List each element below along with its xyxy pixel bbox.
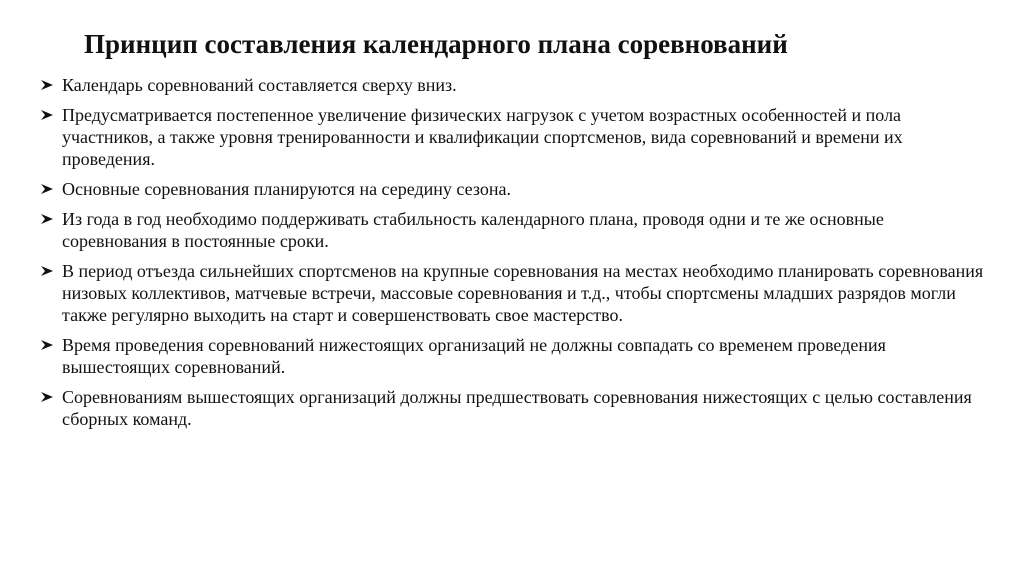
arrowhead-bullet-icon: [40, 260, 60, 282]
arrowhead-bullet-icon: [40, 208, 60, 230]
bullet-text: В период отъезда сильнейших спортсменов на крупные соревнования на местах необходимо планировать соревнования низовых коллективов, матчевые встречи, массовые соревнования и т.д., чтобы спортсмены младших разрядов могли также регулярно выходить на старт и совершенствовать свое мастерство.: [62, 261, 984, 325]
bullet-item: [40, 178, 990, 200]
bullet-item: [40, 104, 990, 170]
bullet-text: Предусматривается постепенное увеличение физических нагрузок с учетом возрастных особенностей и пола участников, а также уровня тренированности и квалификации спортсменов, вида соревнований и времени их проведения.: [62, 105, 903, 169]
bullet-item: [40, 386, 990, 430]
bullet-text: Время проведения соревнований нижестоящих организаций не должны совпадать со временем проведения вышестоящих соревнований.: [62, 335, 886, 377]
bullet-item: [40, 74, 990, 96]
arrowhead-bullet-icon: [40, 74, 60, 96]
bullet-text: Календарь соревнований составляется сверху вниз.: [62, 75, 457, 95]
bullet-text: Соревнованиям вышестоящих организаций должны предшествовать соревнования нижестоящих с целью составления сборных команд.: [62, 387, 972, 429]
arrowhead-bullet-icon: [40, 104, 60, 126]
bullet-list: [40, 74, 990, 438]
bullet-item: [40, 334, 990, 378]
arrowhead-bullet-icon: [40, 178, 60, 200]
slide-title: Принцип составления календарного плана соревнований: [84, 29, 788, 59]
bullet-item: [40, 208, 990, 252]
arrowhead-bullet-icon: [40, 334, 60, 356]
bullet-text: Из года в год необходимо поддерживать стабильность календарного плана, проводя одни и те же основные соревнования в постоянные сроки.: [62, 209, 884, 251]
bullet-item: [40, 260, 990, 326]
bullet-text: Основные соревнования планируются на середину сезона.: [62, 179, 511, 199]
arrowhead-bullet-icon: [40, 386, 60, 408]
